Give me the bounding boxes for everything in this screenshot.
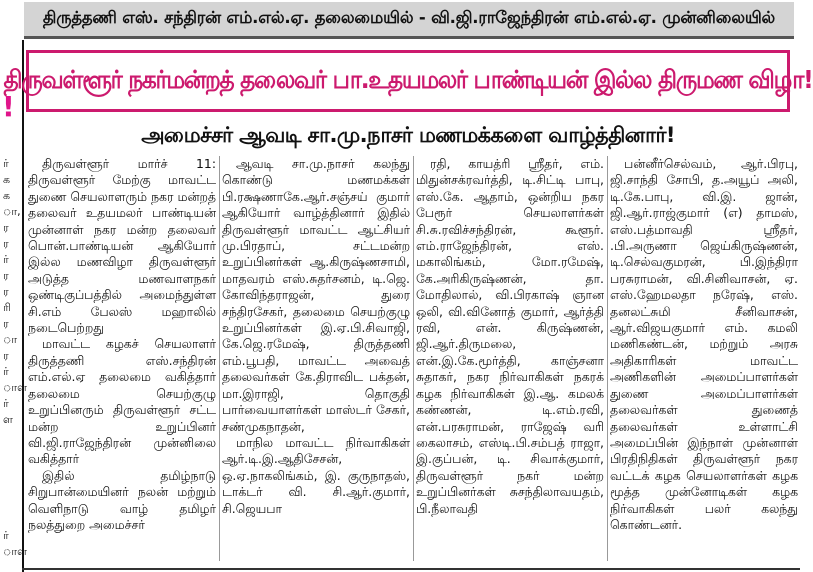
subheadline-block [26, 118, 790, 154]
paragraph: ரதி, காயத்ரி ஸ்ரீதர், எம். மிதுன்சக்ரவர்த்தி, டி.சிட்டி பாபு, எஸ்.கே. ஆதாம், ஒன்றிய நகர பேரூர் செயலாளர்கள் சி.சு.ரவிச்சந்திரன், கூளூர். எம்.ராஜேந்திரன், எஸ். மகாலிங்கம், மோ.ரமேஷ், கே.அரிகிருஷ்ணன், தா. மோதிலால், வி.பிரகாஷ் ஞான ஒலி, வி.வினோத் குமார், ஆர்த்தி ரவி, என். கிருஷ்ணன், ஜி.ஆர்.திருமலை, என்.இ.கே.மூர்த்தி, காஞ்சனா சுதாகர், நகர நிர்வாகிகள் நகரக் கழக நிர்வாகிகள் இ.ஆ. கமலக் கண்ணன், டி.எம்.ரவி, என்.பரசுராமன், ராஜேஷ் வரி கைலாசம், எஸ்டி.பி.சம்பத் ராஜா, இ.குப்பன், டி. சிவாக்குமார், திருவள்ளூர் நகர் மன்ற உறுப்பினர்கள் சுசந்திலாவயதம், பி.நீலாவதி [416, 156, 604, 516]
fragment: ர் [3, 157, 9, 170]
headline: திருவள்ளூர் நகர்மன்றத் தலைவர் பா.உதயமலர் பாண்டியன் இல்ல திருமண விழா! [3, 64, 813, 94]
fragment: ள [3, 413, 13, 426]
paragraph: திருவள்ளூர் மார்ச் 11: திருவள்ளூர் மேற்கு மாவட்ட துணை செயலாளரும் நகர மன்றத் தலைவர் உதயமலர் பாண்டியன் முன்னாள் நகர மன்ற தலைவர் பொன்.பாண்டியன் ஆகியோர் இல்ல மணவிழா திருவள்ளூர் அடுத்த மணவாளநகர் ஒண்டிகுப்பத்தில் அமைந்துள்ள சி.எம் பேலஸ் மஹாலில் நடைபெற்றது [28, 156, 216, 336]
fragment: ாள [3, 545, 28, 558]
fragment: ர [3, 349, 9, 362]
paragraph: இதில் தமிழ்நாடு சிறுபான்மையினர் நலன் மற்றும் வெளிநாடு வாழ் தமிழர் நலத்துறை அமைச்சர் [28, 467, 216, 532]
article-body [28, 156, 798, 566]
adjacent-column-fragment [0, 40, 28, 572]
fragment: ர [3, 237, 9, 250]
article-column-3 [416, 156, 604, 566]
fragment: ர [3, 317, 9, 330]
fragment: க [3, 189, 11, 202]
top-banner-text: திருத்தணி எஸ். சந்திரன் எம்.எல்.ஏ. தலைமையில் - வி.ஜி.ராஜேந்திரன் எம்.எல்.ஏ. முன்னிலையில் [42, 8, 776, 27]
bottom-rule [22, 568, 800, 570]
fragment: ாள [3, 381, 28, 394]
exclamation-mark: ! [2, 90, 15, 123]
top-banner [24, 2, 794, 39]
fragment: ரி [3, 301, 11, 314]
paragraph: மாவட்ட கழகச் செயலாளர் திருத்தணி எஸ்.சந்திரன் எம்.எல்.ஏ தலைமை வகித்தார் தலைமை செயற்குழு உறுப்பினரும் திருவள்ளூர் சட்ட மன்ற உறுப்பினர் வி.ஜி.ராஜேந்திரன் முன்னிலை வகித்தார் [28, 336, 216, 467]
subheadline: அமைச்சர் ஆவடி சா.மு.நாசர் மணமக்களை வாழ்த்தினார்! [141, 122, 675, 147]
article-column-1 [28, 156, 216, 566]
fragment: க [3, 173, 11, 186]
fragment: ர் [3, 529, 9, 542]
article-column-4 [610, 156, 798, 566]
column-divider [413, 156, 414, 561]
column-divider [219, 156, 220, 561]
fragment: ா [3, 333, 18, 346]
fragment: ர [3, 269, 9, 282]
headline-box [3, 50, 813, 112]
paragraph: ஆவடி சா.மு.நாசர் கலந்து கொண்டு மணமக்கள் பி.ரக்ஷணாகே.ஆர்.சஞ்சய் குமார் ஆகியோர் வாழ்த்தினார் இதில் திருவள்ளூர் மாவட்ட ஆட்சியர் மு.பிரதாப், சட்டமன்ற உறுப்பினர்கள் ஆ.கிருஷ்ணசாமி, மாதவரம் எஸ்.சுதர்சனம், டி.ஜெ. கோவிந்தராஜன், துரை சந்திரசேகர், தலைமை செயற்குழு உறுப்பினர்கள் இ.ஏ.பி.சிவாஜி, கே.ஜெ.ரமேஷ், திருத்தணி எம்.பூபதி, மாவட்ட அவைத் தலைவர்கள் கே.திராவிட பக்தன், மா.இராஜி, தொகுதி பார்வையாளர்கள் மாஸ்டர் சேகர், சண்முகநாதன், [222, 156, 410, 434]
fragment: ர [3, 285, 9, 298]
fragment: ர் [3, 253, 9, 266]
fragment: ா, [3, 205, 21, 218]
fragment: ர [3, 221, 9, 234]
column-divider [607, 156, 608, 561]
fragment: ர் [3, 365, 9, 378]
paragraph: மாநில மாவட்ட நிர்வாகிகள் ஆர்.டி.இ.ஆதிசேசன், ஒ.ஏ.நாகலிங்கம், இ. குருநாதஸ், டாக்டர் வி. சி.ஆர்.குமார், சி.ஜெயபா [222, 434, 410, 516]
article-column-2 [222, 156, 410, 566]
fragment: ர் [3, 397, 9, 410]
paragraph: பன்னீர்செல்வம், ஆர்.பிரபு, ஜி.சாந்தி சோபி, த.அயூப் அலி, டி.கே.பாபு, வி.இ. ஜான், ஜி.ஆர்.ராஜ்குமார் (எ) தாமஸ், எஸ்.பத்மாவதி ஸ்ரீதர், .பி.அருணா ஜெய்கிருஷ்ணன், டி.செல்வகுமரன், பி.இந்திரா பரசுராமன், வி.சினிவாசன், ஏ. எஸ்.ஹேமலதா நரேஷ், எஸ். தனலட்சுமி சீனிவாசன், ஆர்.விஜயகுமார் எம். கமலி மணிகண்டன், மற்றும் அரசு அதிகாரிகள் மாவட்ட அணிகளின் அமைப்பாளர்கள் துணை அமைப்பாளர்கள் தலைவர்கள் துணைத் தலைவர்கள் உள்ளாட்சி அமைப்பின் இந்நாள் முன்னாள் பிரதிநிதிகள் திருவள்ளூர் நகர வட்டக் கழக செயலாளர்கள் கழக மூத்த முன்னோடிகள் கழக நிர்வாகிகள் பலர் கலந்து கொண்டனர். [610, 156, 798, 532]
